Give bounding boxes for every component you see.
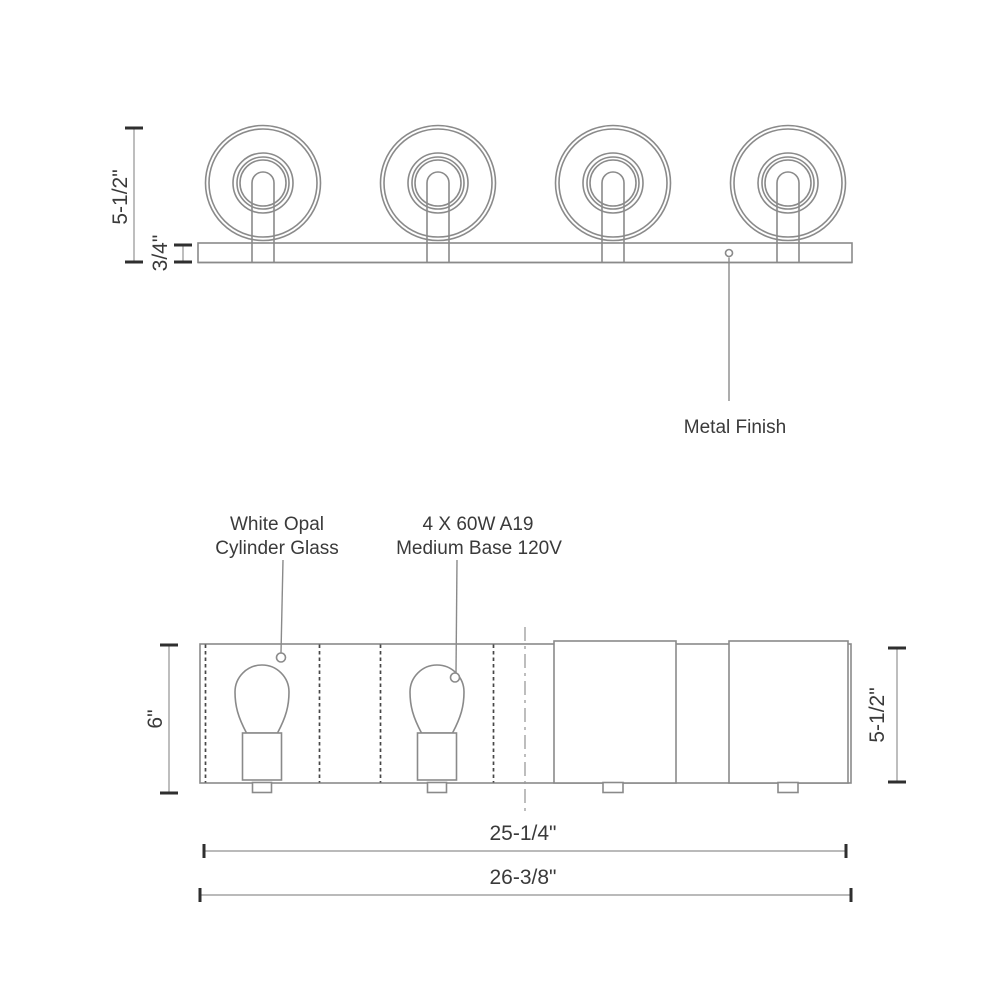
top-backplate — [198, 243, 852, 263]
dim-overall-width-text: 26-3/8" — [489, 866, 557, 889]
metal-finish-label: Metal Finish — [683, 417, 787, 438]
dim-top-fixture-height — [109, 128, 143, 262]
sconce-head-4 — [731, 126, 846, 263]
dim-cylinder-height-text: 5-1/2" — [866, 687, 889, 743]
dim-overall-width — [200, 866, 851, 902]
dim-backplate-thickness-text: 3/4" — [149, 234, 172, 272]
dim-front-overall-height-text: 6" — [144, 709, 167, 729]
cylinder-3-tab — [603, 783, 623, 793]
glass-callout-line2: Cylinder Glass — [215, 538, 339, 559]
glass-callout-leader — [281, 560, 283, 653]
glass-callout-dot — [277, 653, 286, 662]
lamp-callout-leader — [456, 560, 457, 673]
dim-front-overall-height — [144, 645, 178, 793]
screw-hole — [726, 250, 733, 257]
sconce-head-2 — [381, 126, 496, 263]
sconce-head-3 — [556, 126, 671, 263]
dim-cylinder-height — [866, 648, 906, 782]
glass-callout-line1: White Opal — [230, 514, 324, 535]
sconce-head-1 — [206, 126, 321, 263]
dim-lamp-span-width-text: 25-1/4" — [489, 822, 557, 845]
glass-cylinder-3 — [554, 641, 676, 783]
lamp-callout-line1: 4 X 60W A19 — [422, 514, 534, 535]
dim-top-fixture-height-text: 5-1/2" — [109, 169, 132, 225]
cylinder-4-tab — [778, 783, 798, 793]
lamp-callout-line2: Medium Base 120V — [396, 538, 562, 559]
front-view — [144, 514, 906, 902]
lamp-callout-dot — [451, 673, 460, 682]
glass-cylinder-4 — [729, 641, 848, 783]
dim-lamp-span-width — [204, 822, 846, 858]
top-view — [109, 126, 852, 439]
dim-backplate-thickness — [149, 235, 192, 272]
